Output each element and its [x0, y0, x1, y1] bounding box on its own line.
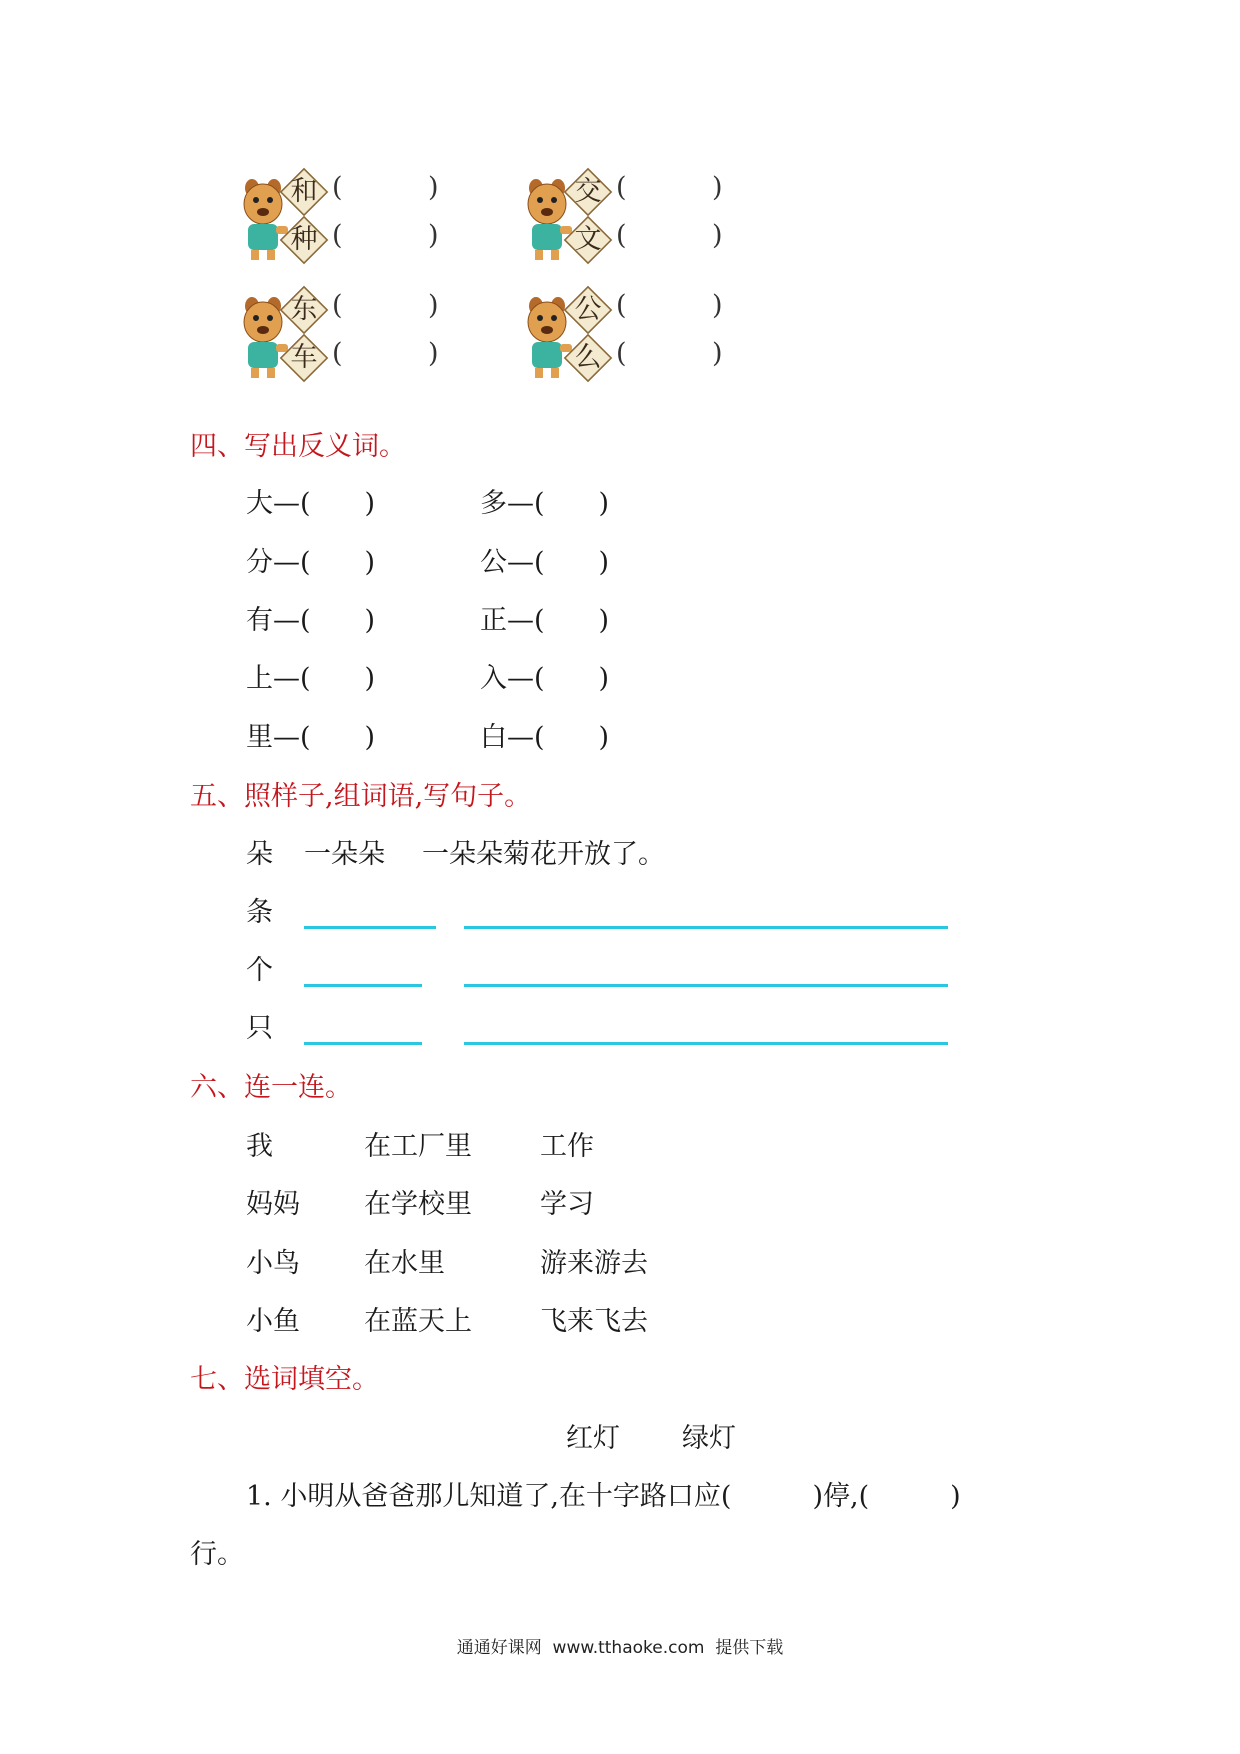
answer-blank-open: (	[616, 220, 627, 251]
answer-blank-open: (	[332, 172, 343, 203]
answer-blank-close: )	[428, 220, 439, 251]
answer-blank-close: )	[712, 172, 723, 203]
match-subject[interactable]: 小鱼	[246, 1306, 300, 1337]
polyphone-group	[238, 288, 448, 388]
phrase-blank-line[interactable]	[304, 984, 422, 987]
section-title: 四、写出反义词。	[190, 431, 406, 462]
example-phrase: 一朵朵	[304, 839, 385, 870]
match-subject[interactable]: 妈妈	[246, 1189, 300, 1220]
example-sentence: 一朵朵菊花开放了。	[422, 839, 665, 870]
antonym-item: 多—( )	[480, 488, 610, 519]
match-action[interactable]: 游来游去	[540, 1248, 648, 1279]
polyphone-char-bottom: 文	[566, 218, 610, 262]
answer-blank-close: )	[428, 290, 439, 321]
phrase-blank-line[interactable]	[304, 1042, 422, 1045]
section-title: 七、选词填空。	[190, 1364, 379, 1395]
sentence-blank-line[interactable]	[464, 926, 948, 929]
polyphone-group	[522, 170, 732, 270]
dog-illustration	[238, 170, 288, 262]
answer-blank-close: )	[428, 338, 439, 369]
sentence-blank-line[interactable]	[464, 984, 948, 987]
word-choice: 绿灯	[682, 1423, 736, 1454]
section-title: 六、连一连。	[190, 1072, 352, 1103]
polyphone-char-top: 和	[282, 170, 326, 214]
antonym-item: 公—( )	[480, 547, 610, 578]
measure-word: 条	[246, 897, 273, 928]
answer-blank-close: )	[712, 220, 723, 251]
dog-illustration	[522, 288, 572, 380]
polyphone-char-bottom: 么	[566, 336, 610, 380]
polyphone-char-top: 公	[566, 288, 610, 332]
phrase-blank-line[interactable]	[304, 926, 436, 929]
dog-illustration	[238, 288, 288, 380]
match-subject[interactable]: 我	[246, 1131, 273, 1162]
antonym-item: 分—( )	[246, 547, 376, 578]
polyphone-char-top: 东	[282, 288, 326, 332]
answer-blank-close: )	[712, 290, 723, 321]
antonym-item: 上—( )	[246, 663, 376, 694]
measure-word: 个	[246, 955, 273, 986]
word-choice: 红灯	[566, 1423, 620, 1454]
match-place[interactable]: 在工厂里	[364, 1131, 472, 1162]
answer-blank-close: )	[428, 172, 439, 203]
polyphone-group	[522, 288, 732, 388]
match-action[interactable]: 学习	[540, 1189, 594, 1220]
answer-blank-open: (	[332, 220, 343, 251]
answer-blank-open: (	[616, 290, 627, 321]
polyphone-char-bottom: 车	[282, 336, 326, 380]
antonym-item: 有—( )	[246, 605, 376, 636]
example-char: 朵	[246, 839, 273, 870]
section-title: 五、照样子,组词语,写句子。	[190, 781, 532, 812]
measure-word: 只	[246, 1013, 273, 1044]
answer-blank-open: (	[332, 290, 343, 321]
antonym-item: 正—( )	[480, 605, 610, 636]
antonym-item: 入—( )	[480, 663, 610, 694]
answer-blank-open: (	[616, 338, 627, 369]
answer-blank-open: (	[332, 338, 343, 369]
question-1-continued: 行。	[190, 1539, 244, 1570]
match-subject[interactable]: 小鸟	[246, 1248, 300, 1279]
polyphone-group	[238, 170, 448, 270]
antonym-item: 大—( )	[246, 488, 376, 519]
antonym-item: 里—( )	[246, 722, 376, 753]
answer-blank-open: (	[616, 172, 627, 203]
question-1: 1. 小明从爸爸那儿知道了,在十字路口应( )停,( )	[246, 1481, 961, 1512]
match-place[interactable]: 在学校里	[364, 1189, 472, 1220]
answer-blank-close: )	[712, 338, 723, 369]
match-place[interactable]: 在水里	[364, 1248, 445, 1279]
antonym-item: 白—( )	[480, 722, 610, 753]
sentence-blank-line[interactable]	[464, 1042, 948, 1045]
match-action[interactable]: 工作	[540, 1131, 594, 1162]
dog-illustration	[522, 170, 572, 262]
polyphone-char-top: 交	[566, 170, 610, 214]
match-action[interactable]: 飞来飞去	[540, 1306, 648, 1337]
match-place[interactable]: 在蓝天上	[364, 1306, 472, 1337]
polyphone-char-bottom: 种	[282, 218, 326, 262]
footer-source: 通通好课网 www.tthaoke.com 提供下载	[456, 1638, 784, 1658]
